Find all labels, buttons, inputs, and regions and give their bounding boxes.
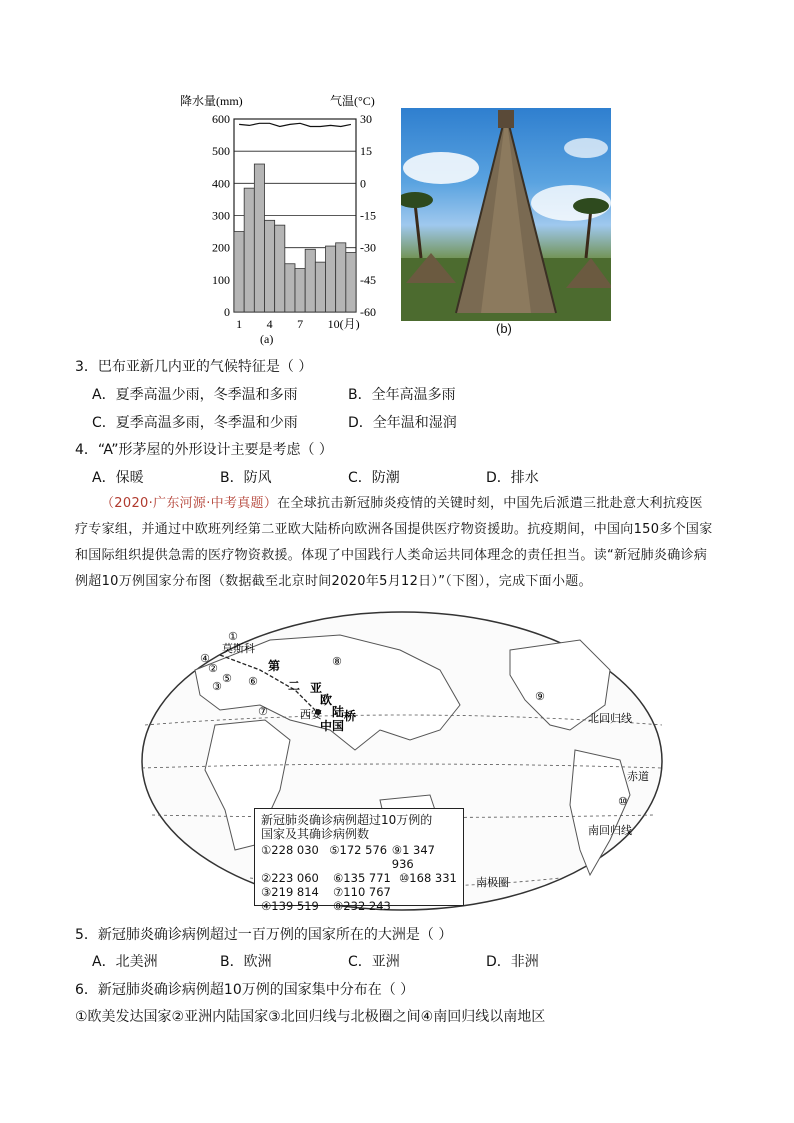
question-3-stem: 3．巴布亚新几内亚的气候特征是（ ） xyxy=(75,359,313,375)
climate-chart-svg xyxy=(170,88,402,350)
right-tick-label: -15 xyxy=(360,208,376,223)
legend-entry: ④139 519 xyxy=(261,899,319,913)
left-tick-label: 500 xyxy=(212,144,230,159)
legend-entry: ②223 060 xyxy=(261,871,319,885)
legend-entry: ⑨1 347 936 xyxy=(391,843,435,871)
question-4-stem: 4．“A”形茅屋的外形设计主要是考虑（ ） xyxy=(75,442,333,458)
legend-entry: ⑤172 576 xyxy=(329,843,388,857)
question-5-option-d[interactable]: D．非洲 xyxy=(486,954,539,970)
a-frame-hut-photo xyxy=(401,108,611,321)
legend-entry: ⑩168 331 xyxy=(399,871,457,885)
legend-entry: ⑥135 771 xyxy=(333,871,391,885)
chart-caption: (a) xyxy=(260,332,274,346)
precipitation-bar xyxy=(265,220,275,312)
precipitation-bar xyxy=(315,262,325,312)
map-legend xyxy=(254,808,464,913)
moscow-label: 莫斯科 xyxy=(222,642,255,655)
country-marker-9: ⑨ xyxy=(535,690,545,703)
right-tick-label: -60 xyxy=(360,305,376,319)
temperature-line xyxy=(239,123,351,126)
right-tick-label: 30 xyxy=(360,112,372,126)
question-5-option-b[interactable]: B．欧洲 xyxy=(220,954,272,970)
x-tick-label: 1 xyxy=(236,317,243,331)
legend-row-1 xyxy=(261,843,457,871)
photo-caption: (b) xyxy=(496,321,512,336)
left-tick-label: 200 xyxy=(212,240,230,255)
bridge-label-lu: 陆 xyxy=(332,705,345,719)
legend-entry: ③219 814 xyxy=(261,885,319,899)
question-5-option-a[interactable]: A．北美洲 xyxy=(92,954,158,970)
country-marker-4: ④ xyxy=(200,652,210,665)
right-tick-label: -45 xyxy=(360,272,376,287)
question-5-option-c[interactable]: C．亚洲 xyxy=(348,954,400,970)
antarctic-circle-label: 南极圈 xyxy=(476,876,509,889)
legend-entry: ①228 030 xyxy=(261,843,319,857)
left-tick-label: 400 xyxy=(212,176,230,191)
question-3-option-b[interactable]: B．全年高温多雨 xyxy=(348,387,456,403)
precipitation-bar xyxy=(254,164,264,312)
precipitation-bar xyxy=(275,225,285,312)
left-tick-label: 100 xyxy=(212,272,230,287)
tropic-capricorn-label: 南回归线 xyxy=(588,824,632,837)
a-frame-hut-illustration xyxy=(401,108,611,321)
country-marker-6: ⑥ xyxy=(248,675,258,688)
right-axis-title: 气温(°C) xyxy=(330,94,375,108)
precipitation-bar xyxy=(305,249,315,312)
legend-row-3 xyxy=(261,885,457,899)
left-tick-label: 600 xyxy=(212,112,230,126)
bridge-label-ya: 亚 xyxy=(310,681,323,695)
question-5-stem: 5．新冠肺炎确诊病例超过一百万例的国家所在的大洲是（ ） xyxy=(75,927,453,943)
question-3-option-d[interactable]: D．全年温和湿润 xyxy=(348,415,457,431)
precipitation-bar xyxy=(346,252,356,312)
precipitation-bar xyxy=(285,264,295,312)
left-tick-label: 0 xyxy=(224,305,230,319)
country-marker-3: ③ xyxy=(212,680,222,693)
left-axis-title: 降水量(mm) xyxy=(180,94,243,108)
question-4-option-b[interactable]: B．防风 xyxy=(220,470,272,486)
xian-label: 西安 xyxy=(300,708,322,721)
precipitation-bar xyxy=(295,269,305,312)
precipitation-bar xyxy=(336,243,346,312)
legend-entry: ⑧232 243 xyxy=(333,899,391,913)
legend-title-line-2: 国家及其确诊病例数 xyxy=(261,827,370,841)
country-marker-5: ⑤ xyxy=(222,672,232,685)
question-4-option-d[interactable]: D．排水 xyxy=(486,470,539,486)
passage-text: 在全球抗击新冠肺炎疫情的关键时刻，中国先后派遣三批赴意大利抗疫医疗专家组，并通过中欧班列经第二亚欧大陆桥向欧洲各国提供医疗物资援助。抗疫期间，中国向150多个国家和国际组织提供急需的医疗物资救援。体现了中国践行人类命运共同体理念的责任担当。读“新冠肺炎确诊病例超10万例国家分布图（数据截至北京时间2020年5月12日）”（下图），完成下面小题。 xyxy=(75,496,713,589)
question-4-option-a[interactable]: A．保暖 xyxy=(92,470,144,486)
question-3-option-c[interactable]: C．夏季高温多雨，冬季温和少雨 xyxy=(92,415,298,431)
country-marker-1: ① xyxy=(228,630,238,643)
left-tick-label: 300 xyxy=(212,208,230,223)
right-tick-label: 15 xyxy=(360,144,372,159)
question-3-option-a[interactable]: A．夏季高温少雨，冬季温和多雨 xyxy=(92,387,298,403)
country-marker-8: ⑧ xyxy=(332,655,342,668)
precipitation-bar xyxy=(326,246,336,312)
question-6-statements: ①欧美发达国家②亚洲内陆国家③北回归线与北极圈之间④南回归线以南地区 xyxy=(75,1009,546,1025)
country-marker-7: ⑦ xyxy=(258,705,268,718)
climate-chart xyxy=(170,88,402,350)
x-tick-label: 4 xyxy=(266,317,273,331)
country-marker-2: ② xyxy=(208,662,218,675)
china-label: 中国 xyxy=(320,719,345,733)
question-6-stem: 6．新冠肺炎确诊病例超10万例的国家集中分布在（ ） xyxy=(75,982,415,998)
x-tick-label: 10(月) xyxy=(327,317,360,331)
x-tick-label: 7 xyxy=(297,317,304,331)
tropic-cancer-label: 北回归线 xyxy=(588,712,632,725)
legend-row-4 xyxy=(261,899,457,913)
right-tick-label: -30 xyxy=(360,240,376,255)
bridge-label-di: 第 xyxy=(268,659,281,673)
precipitation-bar xyxy=(234,232,244,312)
bridge-label-ou: 欧 xyxy=(320,693,333,707)
country-marker-10: ⑩ xyxy=(618,795,628,808)
question-4-option-c[interactable]: C．防潮 xyxy=(348,470,400,486)
world-map xyxy=(140,610,664,912)
bridge-label-qiao: 桥 xyxy=(344,709,357,723)
legend-row-2 xyxy=(261,871,457,885)
precipitation-bar xyxy=(244,188,254,312)
equator-label: 赤道 xyxy=(627,770,649,783)
bridge-label-er: 二 xyxy=(288,679,301,693)
passage-source: （2020·广东河源·中考真题） xyxy=(101,496,278,511)
reading-passage xyxy=(75,491,715,595)
right-tick-label: 0 xyxy=(360,176,366,191)
legend-title-line-1: 新冠肺炎确诊病例超过10万例的 xyxy=(261,813,433,827)
legend-entry: ⑦110 767 xyxy=(333,885,391,899)
